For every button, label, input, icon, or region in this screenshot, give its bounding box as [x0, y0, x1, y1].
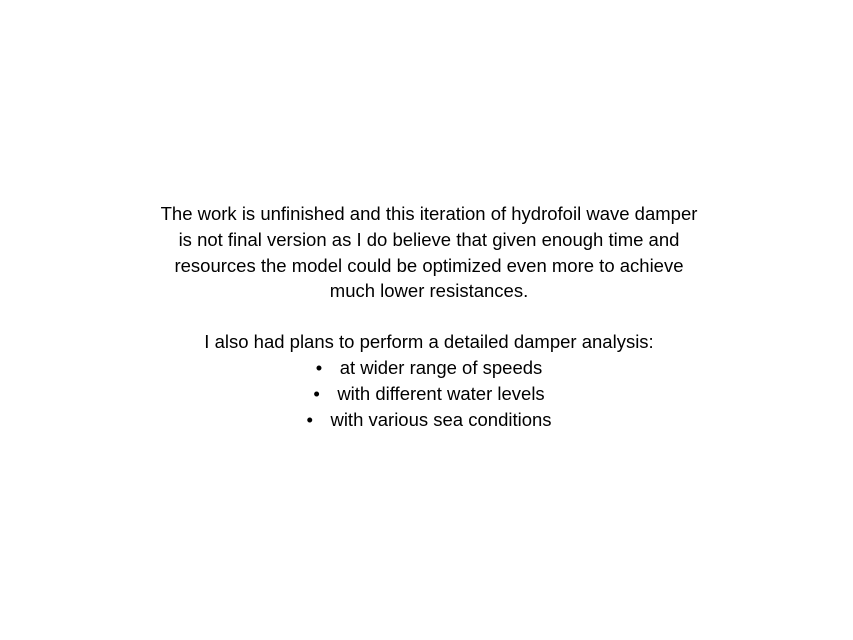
bullet-icon: •: [315, 356, 323, 378]
list-item-text: at wider range of speeds: [339, 356, 543, 378]
unfinished-work-paragraph: [96, 201, 762, 304]
bullet-icon: •: [306, 408, 313, 430]
analysis-plans-list: [96, 355, 762, 432]
list-item: [96, 381, 762, 407]
analysis-plans-intro-text: I also had plans to perform a detailed damper analysis:: [204, 331, 654, 353]
paragraph-line: resources the model could be optimized even more to achieve: [174, 254, 684, 276]
paragraph-line: much lower resistances.: [329, 280, 529, 302]
paragraph-line: The work is unfinished and this iteration of hydrofoil wave damper: [160, 203, 698, 224]
list-item: [96, 407, 762, 433]
list-item-text: with different water levels: [337, 382, 545, 404]
list-item: [96, 355, 762, 381]
analysis-plans-intro: [96, 329, 762, 355]
list-item-text: with various sea conditions: [330, 408, 552, 430]
paragraph-spacer: [96, 304, 762, 329]
paragraph-line: is not final version as I do believe that given enough time and: [178, 228, 680, 250]
bullet-icon: •: [313, 382, 320, 404]
slide-text-block: [96, 201, 762, 432]
